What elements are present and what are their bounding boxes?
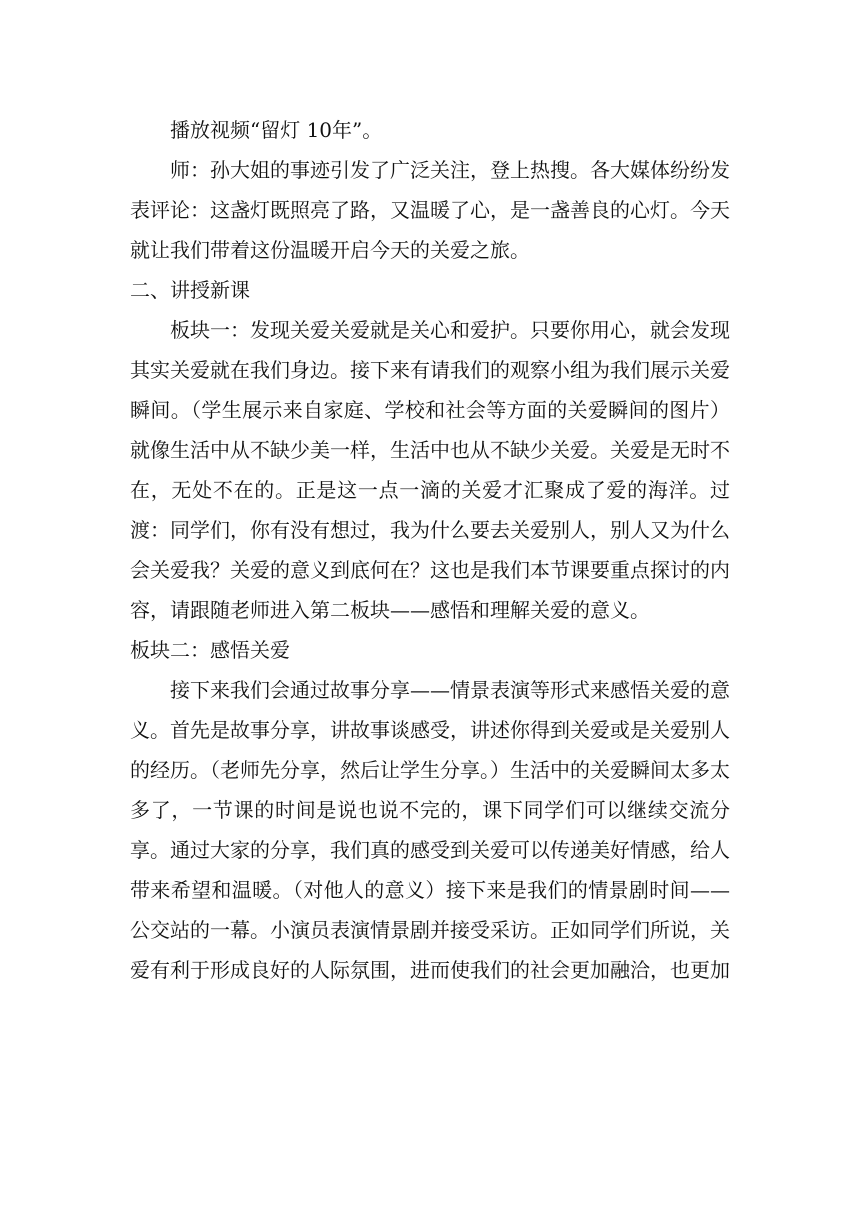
paragraph-video: 播放视频“留灯 10年”。: [170, 118, 383, 142]
paragraph-block-one: 板块一：发现关爱关爱就是关心和爱护。只要你用心，就会发现其实关爱就在我们身边。接下来有请我们的观察小组为我们展示关爱瞬间。（学生展示来自家庭、学校和社会等方面的关爱瞬间的图片）就像生活中从不缺少美一样，生活中也从不缺少关爱。关爱是无时不在，无处不在的。正是这一点一滴的关爱才汇聚成了爱的海洋。过渡：同学们，你有没有想过，我为什么要去关爱别人，别人又为什么会关爱我？关爱的意义到底何在？这也是我们本节课要重点探讨的内容，请跟随老师进入第二板块——感悟和理解关爱的意义。: [130, 318, 730, 622]
section-heading-new-lesson: 二、讲授新课: [130, 278, 250, 302]
paragraph-block-two: 接下来我们会通过故事分享——情景表演等形式来感悟关爱的意义。首先是故事分享，讲故事谈感受，讲述你得到关爱或是关爱别人的经历。（老师先分享，然后让学生分享。）生活中的关爱瞬间太多太多了，一节课的时间是说也说不完的，课下同学们可以继续交流分享。通过大家的分享，我们真的感受到关爱可以传递美好情感，给人带来希望和温暖。（对他人的意义）接下来是我们的情景剧时间——公交站的一幕。小演员表演情景剧并接受采访。正如同学们所说，关爱有利于形成良好的人际氛围，进而使我们的社会更加融洽，也更加: [130, 678, 730, 982]
document-body: [130, 110, 730, 990]
paragraph-teacher-intro: 师：孙大姐的事迹引发了广泛关注，登上热搜。各大媒体纷纷发表评论：这盏灯既照亮了路，又温暖了心，是一盏善良的心灯。今天就让我们带着这份温暖开启今天的关爱之旅。: [130, 158, 730, 262]
section-heading-block-two: 板块二：感悟关爱: [130, 638, 290, 662]
